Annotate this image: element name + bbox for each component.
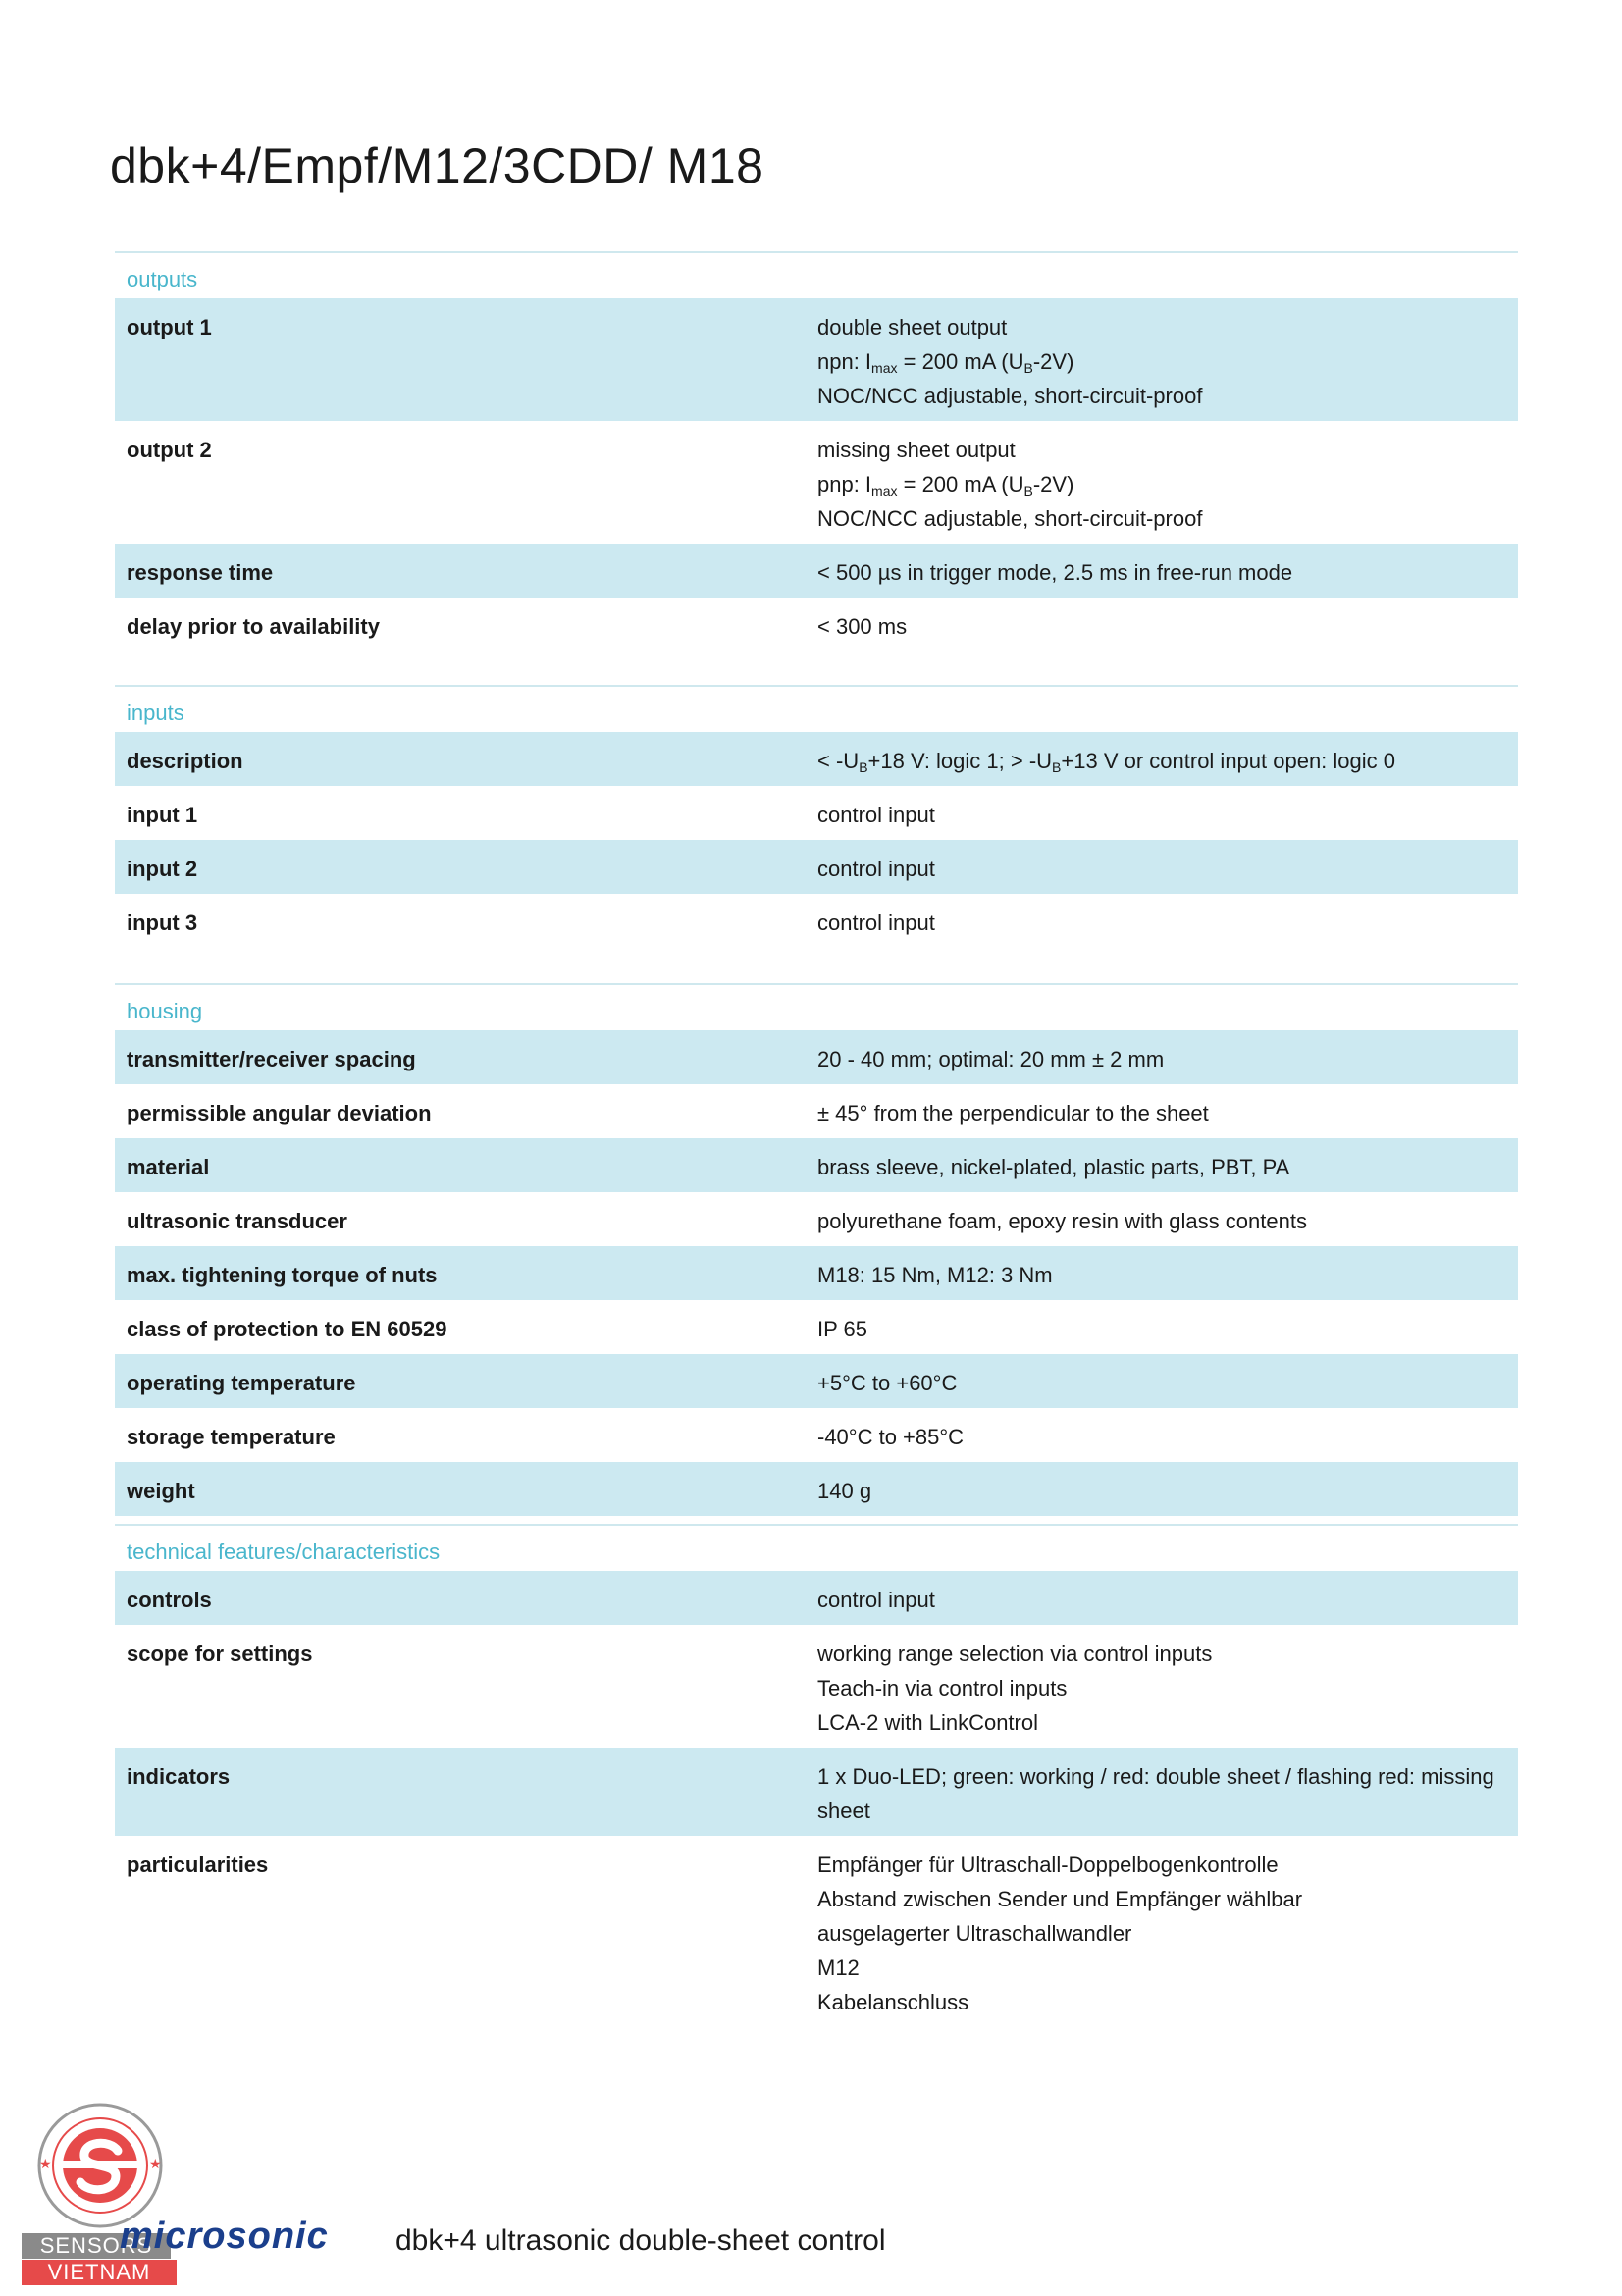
spec-row-controls — [115, 1571, 1518, 1625]
spec-row-particularities — [115, 1836, 1518, 2027]
value-line: Abstand zwischen Sender und Empfänger wählbar — [817, 1887, 1303, 1911]
section-housing — [115, 983, 1518, 1516]
value-line: ausgelagerter Ultraschallwandler — [817, 1921, 1132, 1946]
spec-value: M18: 15 Nm, M12: 3 Nm — [817, 1263, 1053, 1287]
vietnam-label: VIETNAM — [22, 2260, 177, 2285]
spec-row-output-1 — [115, 298, 1518, 421]
section-inputs — [115, 685, 1518, 948]
spec-row-angular — [115, 1084, 1518, 1138]
value-line: missing sheet output — [817, 438, 1016, 462]
sensors-label: SENSORS — [22, 2233, 171, 2259]
value-line: LCA-2 with LinkControl — [817, 1710, 1038, 1735]
value-line: NOC/NCC adjustable, short-circuit-proof — [817, 384, 1203, 408]
section-heading: outputs — [115, 251, 1518, 298]
spec-value: ± 45° from the perpendicular to the sheet — [817, 1101, 1209, 1125]
section-heading: inputs — [115, 685, 1518, 732]
spec-label: input 1 — [127, 803, 198, 827]
svg-text:★: ★ — [39, 2157, 52, 2172]
spec-label: delay prior to availability — [127, 614, 380, 639]
spec-label: ultrasonic transducer — [127, 1209, 347, 1233]
spec-row-storage-temperature — [115, 1408, 1518, 1462]
spec-row-operating-temperature — [115, 1354, 1518, 1408]
spec-row-scope — [115, 1625, 1518, 1748]
spec-label: output 1 — [127, 315, 212, 339]
spec-row-material — [115, 1138, 1518, 1192]
spec-value — [817, 1637, 1518, 1740]
spec-row-spacing — [115, 1030, 1518, 1084]
spec-row-input-1 — [115, 786, 1518, 840]
spec-value: control input — [817, 857, 935, 881]
spec-row-delay — [115, 598, 1518, 652]
spec-label: particularities — [127, 1852, 269, 1877]
spec-value: 20 - 40 mm; optimal: 20 mm ± 2 mm — [817, 1047, 1165, 1071]
spec-label: description — [127, 749, 243, 773]
spec-label: scope for settings — [127, 1642, 313, 1666]
spec-label: storage temperature — [127, 1425, 336, 1449]
spec-label: transmitter/receiver spacing — [127, 1047, 416, 1071]
spec-value — [817, 433, 1518, 536]
spec-value: brass sleeve, nickel-plated, plastic parts, PBT, PA — [817, 1155, 1290, 1179]
value-line: working range selection via control inputs — [817, 1642, 1213, 1666]
spec-value — [817, 1759, 1518, 1828]
spec-label: response time — [127, 560, 274, 585]
spec-row-description — [115, 732, 1518, 786]
spec-row-output-2 — [115, 421, 1518, 544]
spec-value: control input — [817, 911, 935, 935]
brand-logo: microsonic — [120, 2216, 329, 2257]
spec-label: indicators — [127, 1764, 231, 1789]
spec-row-weight — [115, 1462, 1518, 1516]
spec-row-protection — [115, 1300, 1518, 1354]
section-heading: housing — [115, 983, 1518, 1030]
spec-value: control input — [817, 803, 935, 827]
value-line: double sheet output — [817, 315, 1008, 339]
spec-value: < 500 µs in trigger mode, 2.5 ms in free-run mode — [817, 560, 1293, 585]
spec-row-torque — [115, 1246, 1518, 1300]
value-line: pnp: $I_{max} = 200$ mA $(U_B-2V)$ — [817, 472, 1074, 498]
spec-label: material — [127, 1155, 210, 1179]
spec-label: class of protection to EN 60529 — [127, 1317, 447, 1341]
spec-value: IP 65 — [817, 1317, 867, 1341]
spec-row-input-2 — [115, 840, 1518, 894]
spec-label: max. tightening torque of nuts — [127, 1263, 438, 1287]
value-line: M12 — [817, 1956, 860, 1980]
svg-text:★: ★ — [149, 2157, 162, 2172]
value-line: Empfänger für Ultraschall-Doppelbogenkontrolle — [817, 1852, 1279, 1877]
spec-label: input 2 — [127, 857, 198, 881]
spec-label: permissible angular deviation — [127, 1101, 432, 1125]
footer-product-name: dbk+4 ultrasonic double-sheet control — [395, 2224, 886, 2257]
spec-row-input-3 — [115, 894, 1518, 948]
value-line: Kabelanschluss — [817, 1990, 969, 2014]
spec-row-indicators — [115, 1748, 1518, 1836]
spec-value: control input — [817, 1588, 935, 1612]
spec-value: +5°C to +60°C — [817, 1371, 958, 1395]
spec-row-transducer — [115, 1192, 1518, 1246]
section-heading: technical features/characteristics — [115, 1524, 1518, 1571]
spec-value: -40°C to +85°C — [817, 1425, 965, 1449]
value-line: npn: $I_{max} = 200$ mA $(U_B-2V)$ — [817, 349, 1074, 376]
spec-value: < $-U_B+18$ V: logic 1; > $-U_B+13$ V or control input open: logic 0 — [817, 749, 1396, 775]
spec-label: input 3 — [127, 911, 198, 935]
page-title: dbk+4/Empf/M12/3CDD/ M18 — [110, 138, 764, 193]
spec-label: weight — [127, 1479, 195, 1503]
spec-value: polyurethane foam, epoxy resin with glass contents — [817, 1209, 1307, 1233]
section-outputs — [115, 251, 1518, 652]
value-line: 1 x Duo-LED; green: working / red: double sheet / flashing red: missing sheet — [817, 1764, 1494, 1823]
spec-value: 140 g — [817, 1479, 872, 1503]
section-technical — [115, 1524, 1518, 2027]
spec-label: operating temperature — [127, 1371, 356, 1395]
value-line: NOC/NCC adjustable, short-circuit-proof — [817, 506, 1203, 531]
spec-row-response-time — [115, 544, 1518, 598]
value-line: Teach-in via control inputs — [817, 1676, 1068, 1700]
spec-value — [817, 310, 1518, 413]
spec-label: output 2 — [127, 438, 212, 462]
spec-label: controls — [127, 1588, 212, 1612]
spec-value: < 300 ms — [817, 614, 908, 639]
spec-value — [817, 1848, 1518, 2019]
